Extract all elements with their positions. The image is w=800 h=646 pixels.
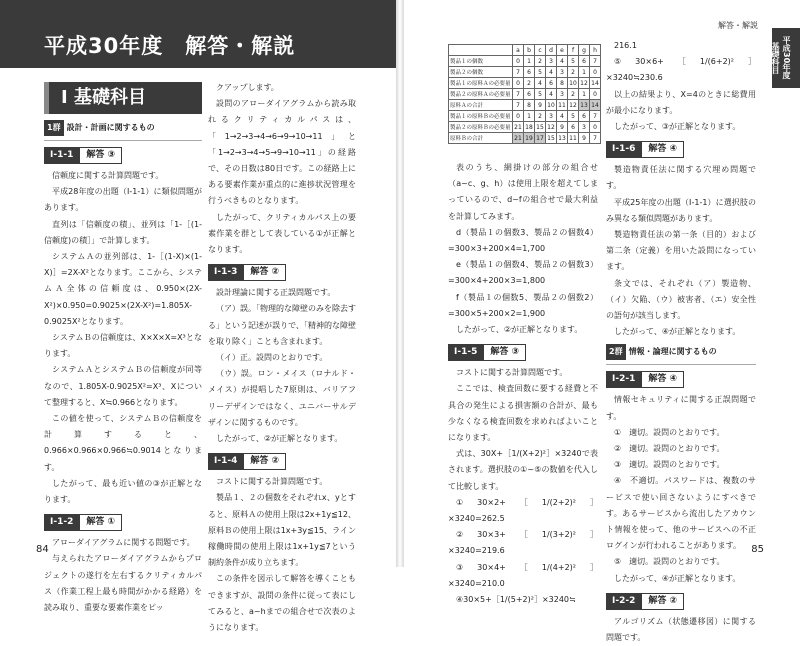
column-1 (44, 82, 202, 616)
table-cell: 6 (579, 111, 590, 122)
table-cell: 2 (535, 56, 546, 67)
paragraph: アルゴリズム（状態遷移図）に関する問題です。 (606, 616, 756, 643)
table-cell: 15 (536, 123, 544, 131)
table-cell: 7 (513, 100, 524, 111)
table-cell: 2 (535, 111, 546, 122)
explanation-text (44, 535, 202, 616)
paragraph: コストに関する計算問題です。 (456, 368, 568, 378)
paragraph: この条件を図示して解答を導くこともできますが、設問の条件に従って表にしてみると、a~hまでの組合せで次表のようになります。 (208, 574, 356, 633)
combination-table (448, 44, 601, 144)
paragraph: ③30×4+［1/(4+2)²］×3240=210.0 (448, 562, 598, 588)
table-cell: 4 (557, 56, 568, 67)
table-cell: 3 (546, 111, 557, 122)
table-cell: 6 (568, 122, 579, 133)
paragraph: クアップします。 (216, 83, 279, 92)
table-cell: 5 (568, 56, 579, 67)
paragraph: ②30×3+［1/(3+2)²］×3240=219.6 (448, 530, 598, 556)
explanation-text (606, 38, 756, 135)
table-cell: 1 (524, 56, 535, 67)
question-code: Ⅰ-1-4 (208, 453, 243, 470)
table-cell: 3 (557, 67, 568, 78)
table-cell: 2 (568, 67, 579, 78)
table-header-cell: f (568, 45, 579, 56)
paragraph: システムＡとシステムＢの信頼度が同等なので、1.805X-0.9025X²=X³、Xについて整理すると、X≒0.966となります。 (44, 365, 202, 407)
page-number: 84 (36, 544, 49, 555)
table-cell: 1 (579, 89, 590, 100)
table-header-cell: g (579, 45, 590, 56)
paragraph: ① 適切。設問のとおりです。 (614, 427, 725, 437)
explanation-text (448, 365, 598, 608)
table-cell: 10 (547, 101, 555, 109)
paragraph: 情報セキュリティに関する正誤問題です。 (606, 395, 756, 421)
explanation-text (606, 392, 756, 586)
paragraph: e（製品１の個数4、製品２の個数3）=300×4+200×3=1,800 (448, 260, 598, 286)
group-heading (44, 120, 202, 136)
question-code: Ⅰ-1-5 (448, 344, 483, 361)
explanation-text (606, 614, 756, 646)
section-heading: Ⅰ 基礎科目 (44, 82, 202, 114)
question-code: Ⅰ-1-6 (606, 141, 641, 158)
table-cell: 2 (568, 89, 579, 100)
table-cell: 19 (525, 134, 533, 142)
explanation-text (44, 168, 202, 508)
explanation-text (448, 160, 598, 338)
paragraph: f（製品１の個数5、製品２の個数2）=300×5+200×2=1,900 (448, 292, 598, 318)
group-badge: 1群 (44, 120, 64, 136)
paragraph: （ア）誤。「物理的な障壁のみを除去する」という記述が誤りで、「精神的な障壁を取り除く」ことも含まれます。 (208, 304, 356, 346)
table-cell: 0 (513, 78, 524, 89)
paragraph: ④30×5+［1/(5+2)²］×3240≒ (456, 595, 576, 605)
question-code: Ⅰ-2-1 (606, 371, 641, 388)
table-cell: 4 (535, 78, 546, 89)
paragraph: ここでは、検査回数に要する経費と不具合の発生による損害額の合計が、最も少なくなる検査回数を求めればよいことになります。 (448, 384, 598, 443)
question-header (208, 453, 356, 470)
gutter (396, 0, 404, 567)
column-4 (606, 38, 756, 646)
paragraph: 直列は「信頼度の積」、並列は「1-［(1-信頼度)の積］」で計算します。 (44, 219, 202, 245)
table-cell: 21 (514, 123, 522, 131)
table-cell: 原料Ａの合計 (449, 100, 513, 111)
chapter-tab: 平成30年度 基礎科目 (772, 28, 800, 88)
table-cell: 12 (569, 101, 577, 109)
paragraph: したがって、最も近い値の③が正解となります。 (44, 478, 202, 505)
group-title: 設計・計画に関するもの (66, 123, 155, 132)
table-cell: 1 (579, 67, 590, 78)
question-header (606, 593, 756, 610)
answer-label: 解答 ③ (79, 147, 122, 164)
table-cell: 8 (524, 100, 535, 111)
table-cell: 7 (513, 67, 524, 78)
question-header (606, 141, 756, 158)
table-cell: 4 (546, 89, 557, 100)
table-cell: 原料Ｂの合計 (449, 133, 513, 144)
paragraph: d（製品１の個数3、製品２の個数4）=300×3+200×4=1,700 (448, 227, 598, 254)
running-header: 解答・解説 (718, 21, 758, 30)
paragraph: したがって、④が正解となります。 (614, 327, 741, 337)
table-cell: 1 (524, 111, 535, 122)
answer-label: 解答 ② (243, 453, 286, 470)
table-cell: 9 (557, 122, 568, 133)
table-cell: 5 (535, 89, 546, 100)
answer-label: 解答 ③ (483, 344, 526, 361)
table-header-cell (449, 45, 513, 56)
table-cell: 8 (557, 78, 568, 89)
paragraph: したがって、クリティカルパス上の要素作業を群として表している①が正解となります。 (208, 212, 356, 255)
paragraph: 以上の結果より、X=4のときに総費用が最小になります。 (606, 89, 756, 115)
table-cell: 14 (591, 101, 599, 109)
table-cell: 0 (513, 111, 524, 122)
answer-label: 解答 ④ (641, 141, 684, 158)
table-cell: 17 (536, 134, 544, 142)
table-cell: 0 (513, 56, 524, 67)
table-cell: 3 (579, 122, 590, 133)
right-page (404, 0, 800, 643)
table-cell: 10 (569, 79, 577, 87)
table-cell: 4 (557, 111, 568, 122)
paragraph: 設問のアローダイアグラムから読み取れるクリティカルパスは、「1→2→3→4→6→9→10→11」と「1→2→3→4→5→9→10→11」の経路で、その日数は80日です。この経路上にある要素作業が重点的に進捗状況管理を行うべきものとなります。 (208, 99, 356, 206)
paragraph: システムＢの信頼度は、X×X×X=X³となります。 (44, 333, 202, 359)
table-cell: 0 (590, 67, 601, 78)
table-cell: 4 (546, 67, 557, 78)
paragraph: 表のうち、網掛けの部分の組合せ（a~c、g、h）は使用上限を超えてしまっているので、d~fの組合せで最大利益を計算してみます。 (448, 163, 598, 221)
table-cell: 6 (524, 89, 535, 100)
left-page (0, 0, 396, 633)
paragraph: 与えられたアローダイアグラムからプロジェクトの遂行を左右するクリティカルパス（作業工程上最も時間がかかる経路）を読み取り、重要な要素作業をピッ (44, 554, 202, 613)
question-code: Ⅰ-2-2 (606, 593, 641, 610)
table-cell: 9 (579, 133, 590, 144)
paragraph: したがって、②が正解となります。 (456, 325, 583, 335)
table-cell: 11 (569, 134, 577, 142)
paragraph: 製品１、２の個数をそれぞれx、yとすると、原料Ａの使用上限は2x+1y≦12、原料Ｂの使用上限は1x+3y≦15、ライン稼働時間の使用上限は1x+1y≦7という制約条件が成り立ちます。 (208, 493, 356, 568)
column-3 (448, 160, 598, 608)
question-code: Ⅰ-1-2 (44, 514, 79, 531)
paragraph: したがって、②が正解となります。 (216, 434, 343, 444)
table-cell: 製品２の個数 (449, 67, 513, 78)
answer-label: 解答 ② (641, 593, 684, 610)
paragraph: ①30×2+［1/(2+2)²］×3240=262.5 (448, 497, 598, 524)
table-cell: 製品１の個数 (449, 56, 513, 67)
table-cell: 14 (591, 79, 599, 87)
table-cell: 製品１の原料Ｂの必要量 (449, 111, 513, 122)
table-cell: 9 (535, 100, 546, 111)
table-cell: 3 (546, 56, 557, 67)
explanation-text (208, 285, 356, 447)
table-cell: 6 (546, 78, 557, 89)
table-cell: 12 (547, 123, 555, 131)
paragraph: 製造物責任法の第一条（目的）および第二条（定義）を用いた設問になっています。 (606, 230, 756, 272)
table-cell: 5 (568, 111, 579, 122)
paragraph: 製造物責任法に関する穴埋め問題です。 (606, 165, 756, 191)
column-2 (208, 80, 356, 636)
table-cell: 12 (580, 79, 588, 87)
group-title: 情報・論理に関するもの (628, 347, 717, 357)
paragraph: 式は、30X+［1/(X+2)²］×3240で表されます。選択肢の①~⑤の数値を代入して比較します。 (448, 449, 598, 491)
table-header-cell: c (535, 45, 546, 56)
question-header (208, 264, 356, 281)
title-bar (0, 0, 396, 68)
paragraph: コストに関する計算問題です。 (216, 477, 328, 487)
table-cell: 21 (514, 134, 522, 142)
table-cell: 7 (590, 111, 601, 122)
table-cell: 7 (590, 133, 601, 144)
group-badge: 2群 (606, 344, 626, 360)
table-cell: 製品２の原料Ｂの必要量 (449, 122, 513, 133)
paragraph: （イ）正。設問のとおりです。 (216, 353, 328, 363)
group-heading (606, 344, 756, 360)
table-cell: 15 (547, 134, 555, 142)
paragraph: したがって、④が正解となります。 (614, 573, 741, 583)
table-cell: 5 (535, 67, 546, 78)
paragraph: ③ 適切。設問のとおりです。 (614, 460, 725, 470)
table-cell: 0 (590, 122, 601, 133)
table-cell: 18 (525, 123, 533, 131)
table-cell: 6 (579, 56, 590, 67)
paragraph: ⑤ 適切。設問のとおりです。 (614, 557, 725, 567)
table-cell: 7 (513, 89, 524, 100)
paragraph: この値を使って、システムＢの信頼度を計算すると、0.966×0.966×0.966≒0.9014となります。 (44, 414, 202, 472)
table-cell: 7 (590, 56, 601, 67)
paragraph: 216.1 (614, 41, 637, 50)
paragraph: 平成25年度の出題（Ⅰ-1-1）に選択肢のみ異なる類似問題があります。 (606, 197, 756, 223)
answer-label: 解答 ① (79, 514, 122, 531)
answer-label: 解答 ④ (641, 371, 684, 388)
page-title: 平成30年度 解答・解説 (44, 34, 296, 58)
paragraph: （ウ）誤。ロン・メイス（ロナルド・メイス）が提唱した7原則は、バリアフリーデザインではなく、ユニバーサルデザインに関するものです。 (208, 369, 356, 427)
table-header-cell: e (557, 45, 568, 56)
table-cell: 3 (557, 89, 568, 100)
question-header (44, 514, 202, 531)
paragraph: 平成28年度の出題（Ⅰ-1-1）に類似問題があります。 (44, 187, 202, 213)
paragraph: ⑤30×6+［1/(6+2)²］×3240≒230.6 (606, 57, 756, 83)
question-header (606, 371, 756, 388)
table-header-cell: d (546, 45, 557, 56)
paragraph: システムＡの並列部は、1-［(1-X)×(1-X)］=2X-X²となります。ここから、システムＡ全体の信頼度は、0.950×(2X-X²)×0.950=0.9025×(2X-X²)=1.805X-0.9025X²となります。 (44, 252, 202, 326)
question-header (448, 344, 598, 361)
question-header (44, 147, 202, 164)
table-cell: 0 (590, 89, 601, 100)
paragraph: ④ 不適切。パスワードは、複数のサービスで使い回さないようにすべきです。あるサービスから流出したアカウント情報を使って、他のサービスへの不正ログインが行われることがあります。 (606, 476, 756, 551)
table-header-cell: a (513, 45, 524, 56)
table-cell: 製品２の原料Ａの必要量 (449, 89, 513, 100)
answer-label: 解答 ② (243, 264, 286, 281)
paragraph: したがって、③が正解となります。 (614, 122, 741, 132)
explanation-text (606, 162, 756, 340)
explanation-text (208, 80, 356, 258)
table-cell: 2 (524, 78, 535, 89)
page-number: 85 (751, 544, 764, 555)
table-cell: 11 (558, 101, 566, 109)
table-cell: 13 (580, 101, 588, 109)
paragraph: 信頼度に関する計算問題です。 (52, 171, 164, 180)
paragraph: ② 適切。設問のとおりです。 (614, 444, 725, 454)
table-header-cell: b (524, 45, 535, 56)
paragraph: 条文では、それぞれ（ア）製造物、（イ）欠陥、（ウ）被害者、（エ）安全性の語句が該当します。 (606, 278, 756, 321)
table-header-cell: h (590, 45, 601, 56)
explanation-text (208, 474, 356, 636)
table-cell: 13 (558, 134, 566, 142)
table-cell: 6 (524, 67, 535, 78)
paragraph: 設計理論に関する正誤問題です。 (216, 288, 336, 298)
paragraph: アローダイアグラムに関する問題です。 (52, 538, 195, 548)
question-code: Ⅰ-1-3 (208, 264, 243, 281)
question-code: Ⅰ-1-1 (44, 147, 79, 164)
table-cell: 製品１の原料Ａの必要量 (449, 78, 513, 89)
